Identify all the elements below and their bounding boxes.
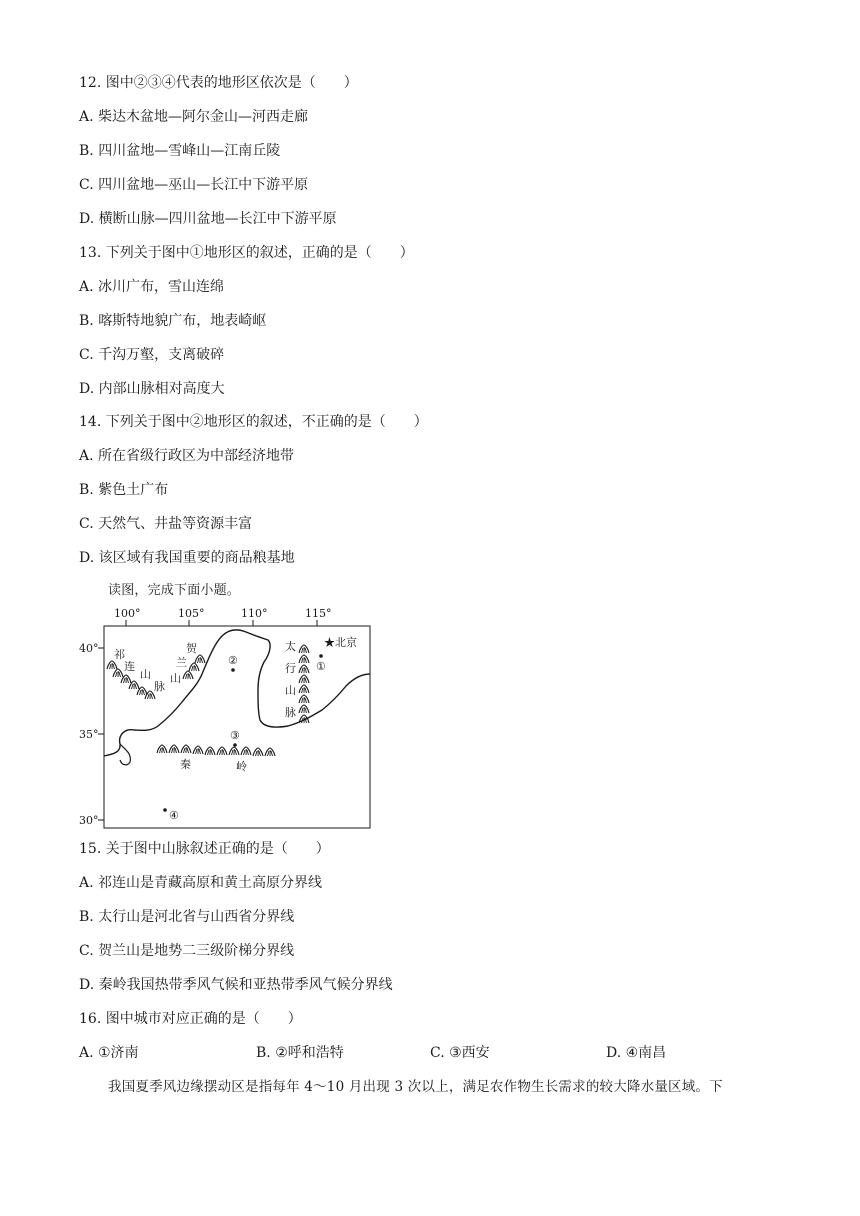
q13-option-b: B. 喀斯特地貌广布，地表崎岖: [79, 313, 267, 329]
taihang-char-1: 太: [285, 640, 296, 653]
q14-option-c: C. 天然气、井盐等资源丰富: [79, 516, 253, 532]
lon-label-115: 115°: [305, 607, 332, 620]
marker-4-label: ④: [169, 809, 179, 822]
q13-option-d: D. 内部山脉相对高度大: [79, 381, 225, 397]
map-left-ticks: [98, 648, 104, 820]
lat-label-35: 35°: [79, 728, 99, 741]
q14-option-b: B. 紫色土广布: [79, 482, 169, 498]
q12-option-c: C. 四川盆地—巫山—长江中下游平原: [79, 177, 309, 193]
q16-stem: 16. 图中城市对应正确的是（ ）: [79, 1011, 302, 1027]
q15-option-b: B. 太行山是河北省与山西省分界线: [79, 909, 295, 925]
map-top-ticks: [126, 620, 317, 626]
marker-3-label: ③: [230, 729, 240, 742]
q13-option-a: A. 冰川广布，雪山连绵: [79, 279, 225, 295]
q12-option-d: D. 横断山脉—四川盆地—长江中下游平原: [79, 211, 337, 227]
next-passage-intro: 我国夏季风边缘摆动区是指每年 4～10 月出现 3 次以上，满足农作物生长需求的较大降水量区域。下: [108, 1079, 723, 1095]
lon-label-100: 100°: [114, 607, 141, 620]
q14-stem: 14. 下列关于图中②地形区的叙述，不正确的是（ ）: [79, 414, 428, 430]
marker-2-label: ②: [228, 654, 238, 667]
beijing-label: ★北京: [324, 636, 357, 649]
q14-option-a: A. 所在省级行政区为中部经济地带: [79, 448, 295, 464]
qilian-char-4: 脉: [154, 680, 165, 693]
q16-option-b: B. ②呼和浩特: [256, 1045, 344, 1061]
q15-option-a: A. 祁连山是青藏高原和黄土高原分界线: [79, 875, 323, 891]
qinling-char-2: 岭: [236, 760, 247, 773]
qinling-mountains: [157, 745, 275, 756]
q15-stem: 15. 关于图中山脉叙述正确的是（ ）: [79, 841, 330, 857]
q15-option-d: D. 秦岭我国热带季风气候和亚热带季风气候分界线: [79, 977, 393, 993]
lat-label-30: 30°: [79, 814, 99, 827]
qilian-char-3: 山: [140, 668, 151, 681]
river-lower-branch: [120, 744, 130, 765]
q15-option-c: C. 贺兰山是地势二三级阶梯分界线: [79, 943, 295, 959]
q12-option-a: A. 柴达木盆地—阿尔金山—河西走廊: [79, 109, 309, 125]
qilian-char-2: 连: [124, 660, 135, 673]
marker-1-label: ①: [316, 660, 326, 673]
marker-3-dot: [233, 743, 237, 747]
marker-4-dot: [163, 808, 167, 812]
q13-option-c: C. 千沟万壑，支离破碎: [79, 347, 225, 363]
q16-option-d: D. ④南昌: [606, 1045, 667, 1061]
lon-label-105: 105°: [178, 607, 205, 620]
helan-char-1: 贺: [186, 642, 197, 655]
lat-label-40: 40°: [79, 642, 99, 655]
q13-stem: 13. 下列关于图中①地形区的叙述，正确的是（ ）: [79, 245, 414, 261]
lon-label-110: 110°: [241, 607, 268, 620]
q16-option-c: C. ③西安: [430, 1045, 490, 1061]
read-map-intro: 读图，完成下面小题。: [108, 583, 241, 598]
helan-char-3: 山: [170, 672, 181, 685]
qilian-char-1: 祁: [114, 648, 125, 661]
taihang-mountains: [299, 645, 309, 723]
q14-option-d: D. 该区域有我国重要的商品粮基地: [79, 550, 295, 566]
q12-option-b: B. 四川盆地—雪峰山—江南丘陵: [79, 143, 281, 159]
helan-char-2: 兰: [176, 656, 187, 669]
taihang-char-2: 行: [285, 662, 296, 675]
map-figure: [76, 604, 376, 830]
qinling-char-1: 秦: [180, 758, 191, 771]
taihang-char-3: 山: [285, 684, 296, 697]
taihang-char-4: 脉: [285, 706, 296, 719]
q12-stem: 12. 图中②③④代表的地形区依次是（ ）: [79, 75, 358, 91]
marker-1-dot: [319, 654, 323, 658]
q16-option-a: A. ①济南: [79, 1045, 139, 1061]
marker-2-dot: [231, 668, 235, 672]
